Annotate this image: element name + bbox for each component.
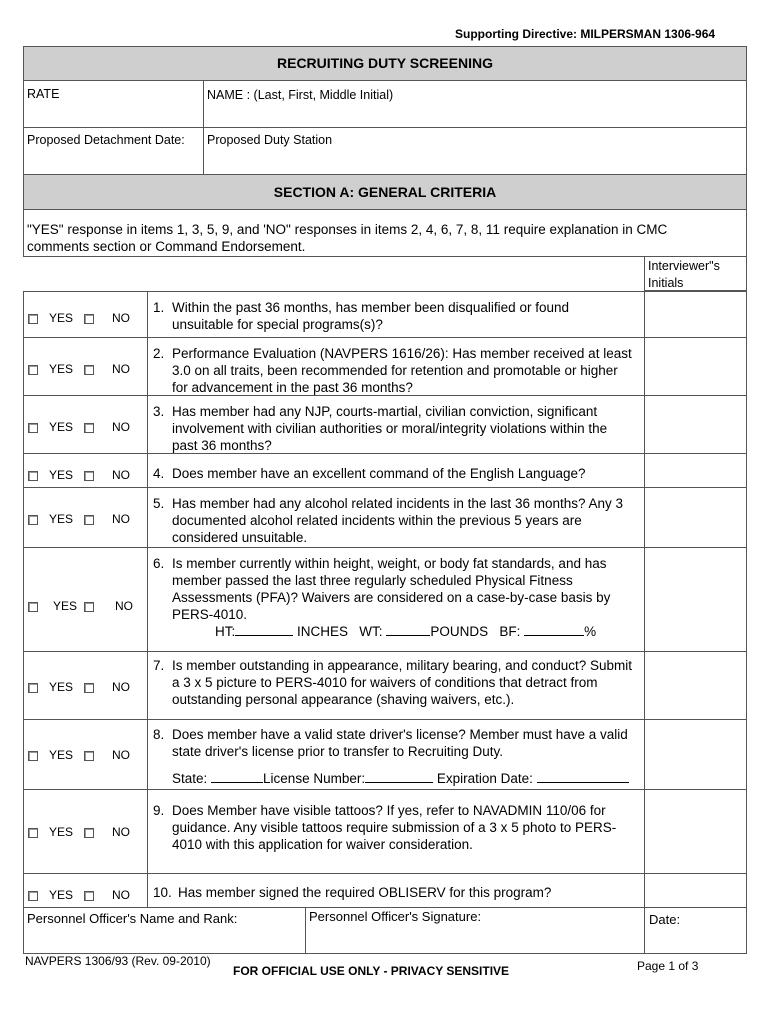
row-divider: [147, 651, 148, 720]
row-divider: [147, 789, 148, 874]
yes-label-5: YES: [49, 512, 74, 526]
no-label-10: NO: [112, 888, 130, 902]
officer-signature-field[interactable]: [305, 907, 645, 954]
no-checkbox-3[interactable]: [84, 423, 94, 433]
question-10: [153, 884, 633, 901]
name-field[interactable]: [203, 80, 747, 128]
rate-field[interactable]: [23, 80, 204, 128]
initials-cell-8[interactable]: [644, 719, 747, 790]
pounds-label: POUNDS: [430, 624, 489, 639]
question-number: 8.: [153, 727, 165, 742]
date-field[interactable]: [644, 907, 747, 954]
page-number: Page 1 of 3: [637, 959, 699, 973]
no-checkbox-10[interactable]: [84, 891, 94, 901]
duty-station-field[interactable]: [203, 127, 747, 175]
question-number: 5.: [153, 496, 165, 511]
row-divider: [147, 453, 148, 488]
row-divider: [147, 337, 148, 396]
question-number: 1.: [153, 300, 165, 315]
divider: [23, 256, 645, 257]
question-number: 7.: [153, 658, 165, 673]
form-number: NAVPERS 1306/93 (Rev. 09-2010): [25, 954, 211, 968]
yes-label-9: YES: [49, 825, 74, 839]
initials-cell-4[interactable]: [644, 453, 747, 488]
date-label: Date:: [649, 912, 681, 927]
license-details-line[interactable]: [172, 771, 629, 786]
question-8: [153, 726, 633, 760]
yes-checkbox-9[interactable]: [28, 828, 38, 838]
state-label: State:: [172, 771, 208, 786]
no-checkbox-2[interactable]: [84, 365, 94, 375]
initials-cell-7[interactable]: [644, 651, 747, 720]
no-label-3: NO: [112, 420, 130, 434]
question-number: 4.: [153, 466, 165, 481]
row-divider: [147, 395, 148, 454]
question-text: Has member signed the required OBLISERV for this program?: [178, 885, 552, 900]
no-label-9: NO: [112, 825, 130, 839]
yes-checkbox-4[interactable]: [28, 471, 38, 481]
question-number: 10.: [153, 885, 172, 900]
no-label-1: NO: [112, 311, 130, 325]
initials-cell-3[interactable]: [644, 395, 747, 454]
question-5: [153, 495, 633, 546]
no-checkbox-9[interactable]: [84, 828, 94, 838]
yes-checkbox-7[interactable]: [28, 683, 38, 693]
yes-checkbox-2[interactable]: [28, 365, 38, 375]
initials-cell-5[interactable]: [644, 487, 747, 548]
no-checkbox-6[interactable]: [84, 602, 94, 612]
question-7: [153, 657, 633, 708]
row-divider: [147, 291, 148, 338]
yes-checkbox-3[interactable]: [28, 423, 38, 433]
yes-label-10: YES: [49, 888, 74, 902]
question-text: Has member had any alcohol related incidents in the last 36 months? Any 3 documented alcohol related incidents within the previous 5 years are considered unsuitable.: [172, 496, 624, 545]
initials-cell-10[interactable]: [644, 873, 747, 908]
officer-name-field[interactable]: [23, 907, 306, 954]
no-checkbox-1[interactable]: [84, 314, 94, 324]
question-text: Has member had any NJP, courts-martial, civilian conviction, significant involvement with civilian authorities or moral/integrity violations within the past 36 months?: [172, 404, 608, 453]
question-text: Within the past 36 months, has member been disqualified or found unsuitable for special programs(s)?: [172, 300, 569, 332]
question-number: 9.: [153, 803, 165, 818]
expiration-date-label: Expiration Date:: [436, 771, 533, 786]
yes-checkbox-6[interactable]: [28, 602, 38, 612]
name-label: NAME : (Last, First, Middle Initial): [207, 88, 394, 102]
question-text: Does member have a valid state driver's license? Member must have a valid state driver's license prior to transfer to Recruiting Duty.: [172, 727, 628, 759]
yes-label-4: YES: [49, 468, 74, 482]
question-1: [153, 299, 633, 333]
no-label-7: NO: [112, 680, 130, 694]
question-number: 6.: [153, 556, 165, 571]
instructions-text: "YES" response in items 1, 3, 5, 9, and 'NO" responses in items 2, 4, 6, 7, 8, 11 require explanation in CMC comments section or Command Endorsement.: [27, 222, 668, 254]
no-label-6: NO: [115, 599, 133, 613]
privacy-notice: FOR OFFICIAL USE ONLY - PRIVACY SENSITIVE: [233, 964, 510, 978]
yes-label-7: YES: [49, 680, 74, 694]
supporting-directive: Supporting Directive: MILPERSMAN 1306-964: [455, 27, 716, 41]
row-divider: [147, 487, 148, 548]
row-divider: [147, 547, 148, 652]
question-9: [153, 802, 633, 853]
section-a-header: SECTION A: GENERAL CRITERIA: [23, 174, 747, 210]
form-title: RECRUITING DUTY SCREENING: [23, 46, 747, 81]
no-checkbox-5[interactable]: [84, 515, 94, 525]
row-divider: [147, 719, 148, 790]
inches-label: INCHES: [297, 624, 349, 639]
officer-signature-label: Personnel Officer's Signature:: [309, 909, 482, 924]
no-checkbox-8[interactable]: [84, 751, 94, 761]
license-number-label: License Number:: [263, 771, 366, 786]
duty-station-label: Proposed Duty Station: [207, 133, 333, 147]
question-text: Performance Evaluation (NAVPERS 1616/26): Has member received at least 3.0 on all traits, been recommended for retention and promotable or higher for advancement in the past 36 months?: [172, 346, 632, 395]
question-number: 3.: [153, 404, 165, 419]
yes-label-8: YES: [49, 748, 74, 762]
initials-label: Interviewer"s Initials: [648, 259, 720, 290]
percent-label: %: [584, 624, 597, 639]
yes-label-1: YES: [49, 311, 74, 325]
question-text: Does member have an excellent command of the English Language?: [172, 466, 586, 481]
question-text: Is member outstanding in appearance, military bearing, and conduct? Submit a 3 x 5 picture to PERS-4010 for waivers of conditions that detract from outstanding personal appearance (shaving waivers, etc.).: [172, 658, 633, 707]
question-text: Is member currently within height, weight, or body fat standards, and has member passed the last three regularly scheduled Physical Fitness Assessments (PFA)? Waivers are considered on a case-by-case basis by PERS-4010.: [172, 556, 611, 622]
question-6: [153, 555, 633, 623]
initials-cell-2[interactable]: [644, 337, 747, 396]
no-label-2: NO: [112, 362, 130, 376]
detachment-date-label: Proposed Detachment Date:: [27, 133, 185, 147]
yes-label-6: YES: [53, 599, 78, 613]
question-text: Does Member have visible tattoos? If yes, refer to NAVADMIN 110/06 for guidance. Any visible tattoos require submission of a 3 x 5 photo to PERS-4010 with this application for waiver consideration.: [172, 803, 617, 852]
no-label-8: NO: [112, 748, 130, 762]
initials-header: [644, 256, 747, 291]
question-2: [153, 345, 633, 396]
yes-checkbox-1[interactable]: [28, 314, 38, 324]
question-number: 2.: [153, 346, 165, 361]
question-3: [153, 403, 633, 454]
officer-name-label: Personnel Officer's Name and Rank:: [27, 911, 238, 926]
instructions-box: [23, 209, 747, 257]
initials-cell-6[interactable]: [644, 547, 747, 652]
yes-label-2: YES: [49, 362, 74, 376]
yes-checkbox-5[interactable]: [28, 515, 38, 525]
bf-label: BF:: [499, 624, 521, 639]
yes-checkbox-8[interactable]: [28, 751, 38, 761]
body-measurements-line[interactable]: [215, 624, 596, 639]
initials-cell-9[interactable]: [644, 789, 747, 874]
row-divider: [147, 873, 148, 908]
yes-checkbox-10[interactable]: [28, 891, 38, 901]
no-checkbox-7[interactable]: [84, 683, 94, 693]
initials-cell-1[interactable]: [644, 291, 747, 338]
question-4: [153, 465, 633, 482]
yes-label-3: YES: [49, 420, 74, 434]
ht-label: HT:: [215, 624, 236, 639]
no-checkbox-4[interactable]: [84, 471, 94, 481]
wt-label: WT:: [359, 624, 383, 639]
detachment-date-field[interactable]: [23, 127, 204, 175]
rate-label: RATE: [27, 87, 60, 101]
no-label-5: NO: [112, 512, 130, 526]
no-label-4: NO: [112, 468, 130, 482]
